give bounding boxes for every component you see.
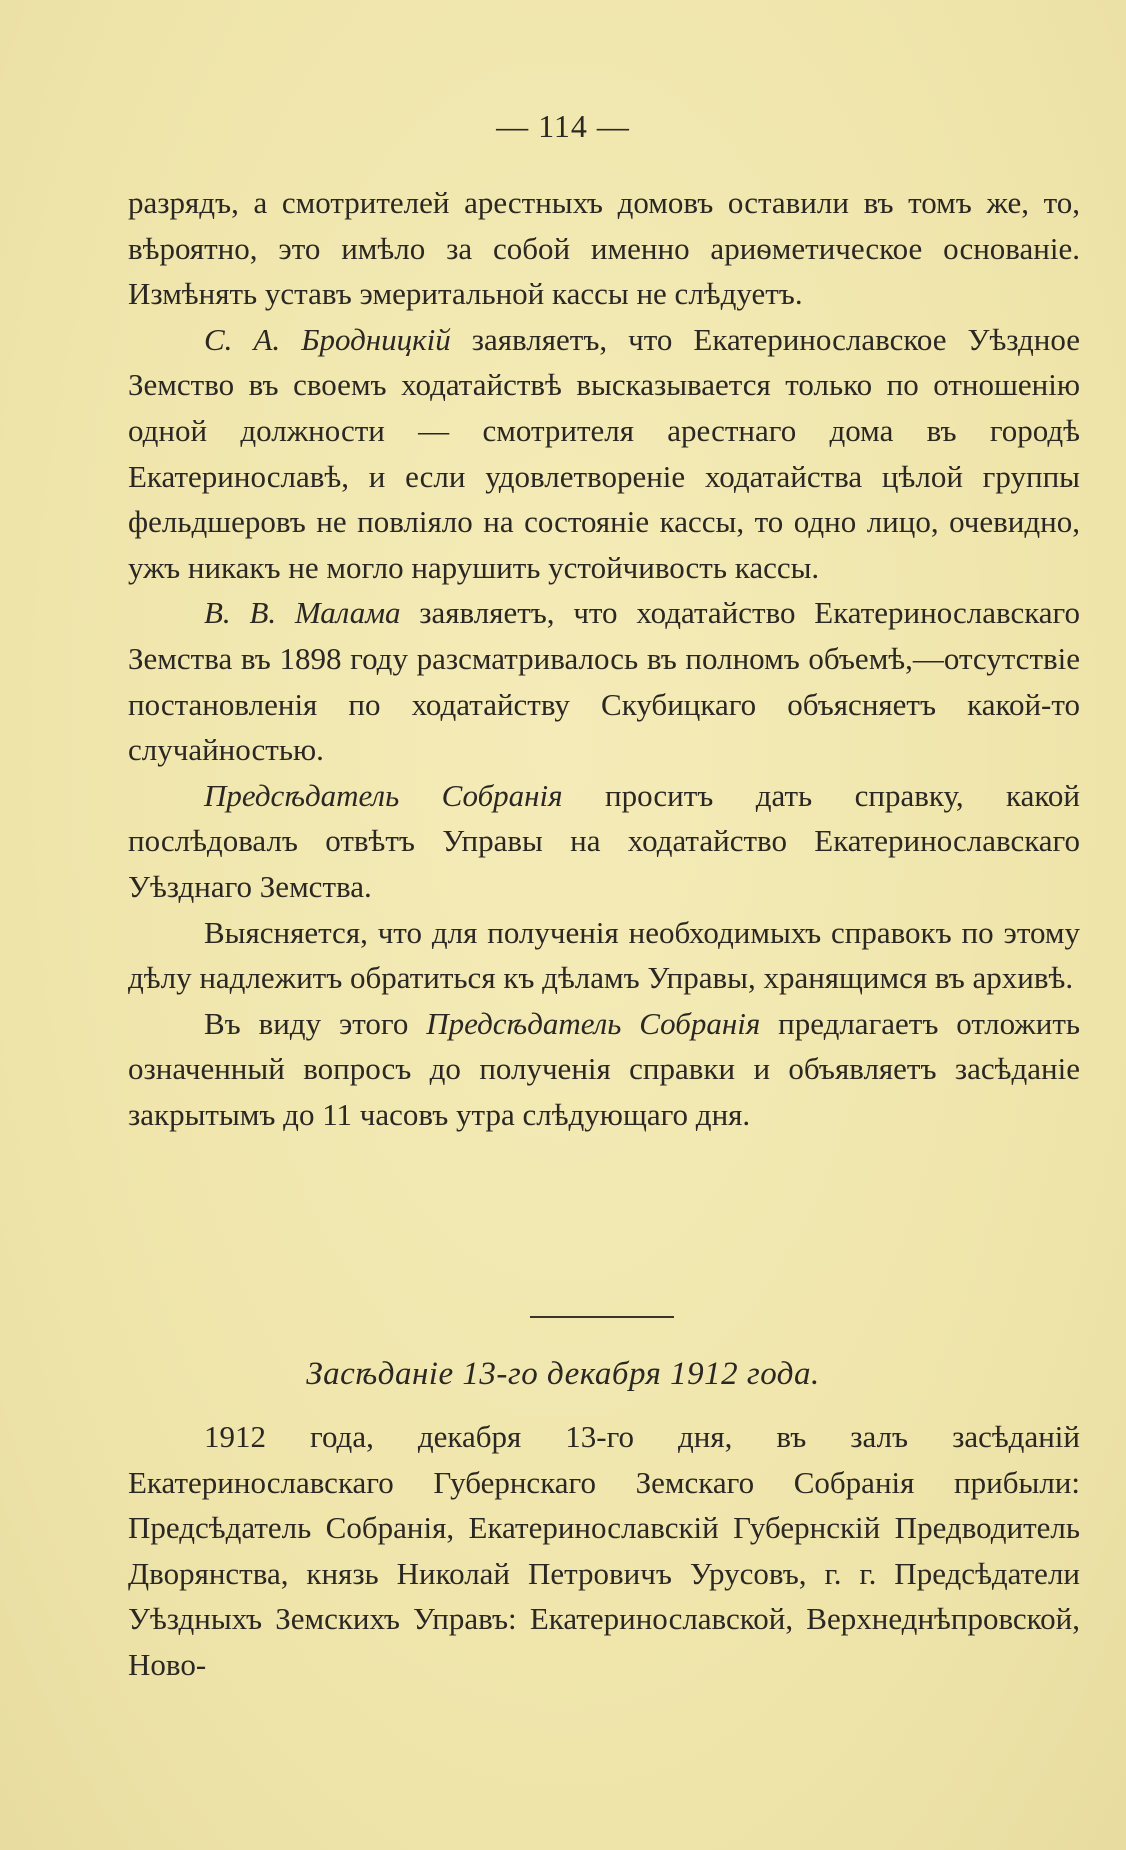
paragraph-chairman-request [128, 773, 1080, 910]
speaker-name: В. В. Малама [204, 595, 401, 631]
paragraph-attendance: 1912 года, декабря 13-го дня, въ залъ засѣданій Екатеринославскаго Губернскаго Земскаго Собранія прибыли: Предсѣдатель Собранія, Екатеринославскій Губернскій Предводитель Дворянства, князь Николай Петровичъ Урусовъ, г. г. Предсѣдатели Уѣздныхъ Земскихъ Управъ: Екатеринославской, Верхнеднѣпровской, Ново- [128, 1419, 1080, 1682]
session-heading: Засѣданіе 13-го декабря 1912 года. [306, 1356, 820, 1392]
section-divider [530, 1316, 674, 1318]
speaker-statement: предлагаетъ отложить означенный вопросъ до полученія справки и объявляетъ засѣданіе закрытымъ до 11 часовъ утра слѣдующаго дня. [128, 1005, 1081, 1132]
paragraph-continuation: разрядъ, а смотрителей арестныхъ домовъ оставили въ томъ же, то, вѣроятно, это имѣло за собой именно ариѳметическое основаніе. Измѣнять уставъ эмеритальной кассы не слѣдуетъ. [128, 185, 1080, 312]
protocol-text-section [128, 180, 1080, 1137]
speaker-statement: заявляетъ, что ходатайство Екатеринославскаго Земства въ 1898 году разсматривалось въ полномъ объемѣ,—отсутствіе постановленія по ходатайству Скубицкаго объясняетъ какой-то случайностью. [128, 595, 1080, 768]
paragraph-malama [128, 590, 1080, 772]
paragraph-clarification: Выясняется, что для полученія необходимыхъ справокъ по этому дѣлу надлежитъ обратиться къ дѣламъ Управы, хранящимся въ архивѣ. [128, 914, 1080, 996]
paragraph-brodnitsky [128, 317, 1080, 591]
page-number: — 114 — [496, 108, 630, 144]
paragraph-lead: Въ виду этого [204, 1005, 427, 1041]
speaker-statement: заявляетъ, что Екатеринославское Уѣздное Земство въ своемъ ходатайствѣ высказывается только по отношенію одной должности — смотрителя арестнаго дома въ городѣ Екатеринославѣ, и если удовлетвореніе ходатайства цѣлой группы фельдшеровъ не повліяло на состояніе кассы, то одно лицо, очевидно, ужъ никакъ не могло нарушить устойчивость кассы. [128, 321, 1080, 585]
speaker-name: Предсѣдатель Собранія [426, 1005, 761, 1041]
speaker-name: С. А. Бродницкій [204, 321, 451, 357]
speaker-statement: проситъ дать справку, какой послѣдовалъ отвѣтъ Управы на ходатайство Екатеринославскаго Уѣзднаго Земства. [128, 777, 1080, 904]
speaker-name: Предсѣдатель Собранія [204, 777, 563, 813]
paragraph-adjournment [128, 1001, 1080, 1138]
session-text-section [128, 1414, 1080, 1688]
